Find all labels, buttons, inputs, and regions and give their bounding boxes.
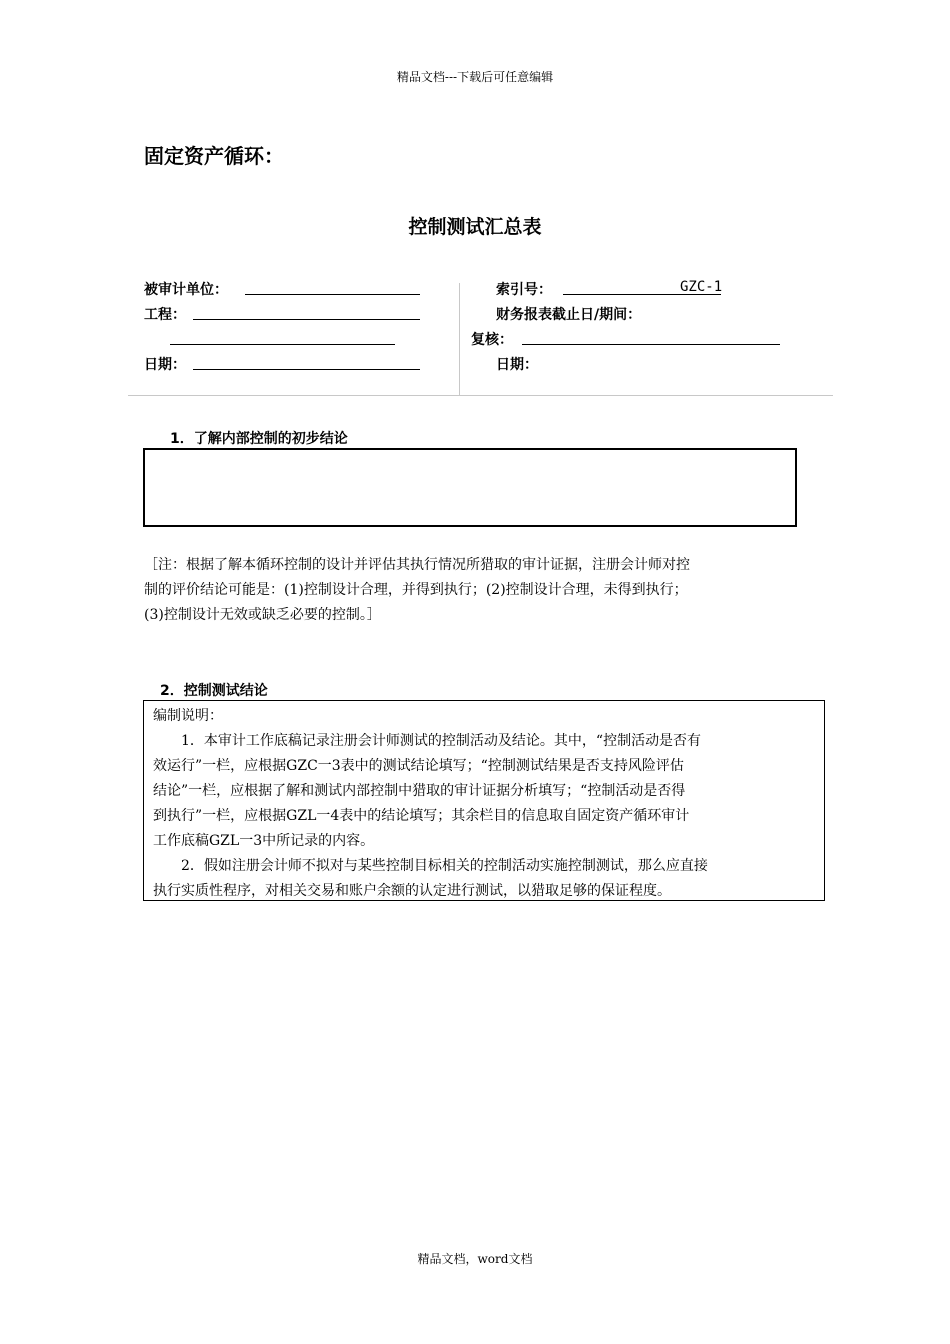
instruction-line: 1．本审计工作底稿记录注册会计师测试的控制活动及结论。其中，“控制活动是否有: [181, 733, 702, 749]
page-footer: 精品文档，word文档: [417, 1252, 533, 1266]
index-value: GZC-1: [680, 279, 723, 295]
note-line: 制的评价结论可能是：(1)控制设计合理，并得到执行；(2)控制设计合理，未得到执行；: [144, 582, 688, 598]
instruction-line: 执行实质性程序，对相关交易和账户余额的认定进行测试，以猎取足够的保证程度。: [153, 883, 671, 899]
part1-heading: 1．了解内部控制的初步结论: [170, 431, 348, 447]
column-divider: [459, 283, 460, 395]
date-label-left: 日期：: [144, 357, 186, 373]
date-label-right: 日期：: [496, 357, 538, 373]
part2-heading: 2．控制测试结论: [160, 683, 268, 699]
instruction-line: 效运行”一栏，应根据GZC一3表中的测试结论填写；“控制测试结果是否支持风险评估: [153, 758, 684, 774]
audited-unit-label: 被审计单位：: [144, 282, 228, 298]
index-label: 索引号：: [496, 282, 552, 298]
note-line: (3)控制设计无效或缺乏必要的控制。］: [144, 607, 381, 623]
page-header: 精品文档---下载后可任意编辑: [396, 70, 554, 84]
header-divider: [128, 395, 833, 396]
instruction-line: 到执行”一栏，应根据GZL一4表中的结论填写；其余栏目的信息取自固定资产循环审计: [153, 808, 690, 824]
instruction-line: 2．假如注册会计师不拟对与某些控制目标相关的控制活动实施控制测试，那么应直接: [181, 858, 708, 874]
instructions-title: 编制说明：: [153, 708, 223, 724]
period-label: 财务报表截止日/期间：: [496, 307, 642, 323]
instruction-line: 结论”一栏，应根据了解和测试内部控制中猎取的审计证据分析填写；“控制活动是否得: [153, 783, 686, 799]
project-field-line2[interactable]: [170, 344, 395, 345]
review-label: 复核：: [471, 332, 513, 348]
section-title: 固定资产循环：: [144, 144, 284, 168]
instruction-line: 工作底稿GZL一3中所记录的内容。: [153, 833, 375, 849]
part1-note: [144, 553, 816, 628]
instructions-box: [143, 700, 825, 901]
review-field[interactable]: [522, 344, 780, 345]
form-title: 控制测试汇总表: [408, 216, 542, 238]
date-field-left[interactable]: [193, 369, 420, 370]
audited-unit-field[interactable]: [245, 294, 420, 295]
preliminary-conclusion-box[interactable]: [143, 448, 797, 527]
project-field[interactable]: [193, 319, 420, 320]
project-label: 工程：: [144, 307, 186, 323]
note-line: ［注：根据了解本循环控制的设计并评估其执行情况所猎取的审计证据，注册会计师对控: [144, 557, 690, 573]
